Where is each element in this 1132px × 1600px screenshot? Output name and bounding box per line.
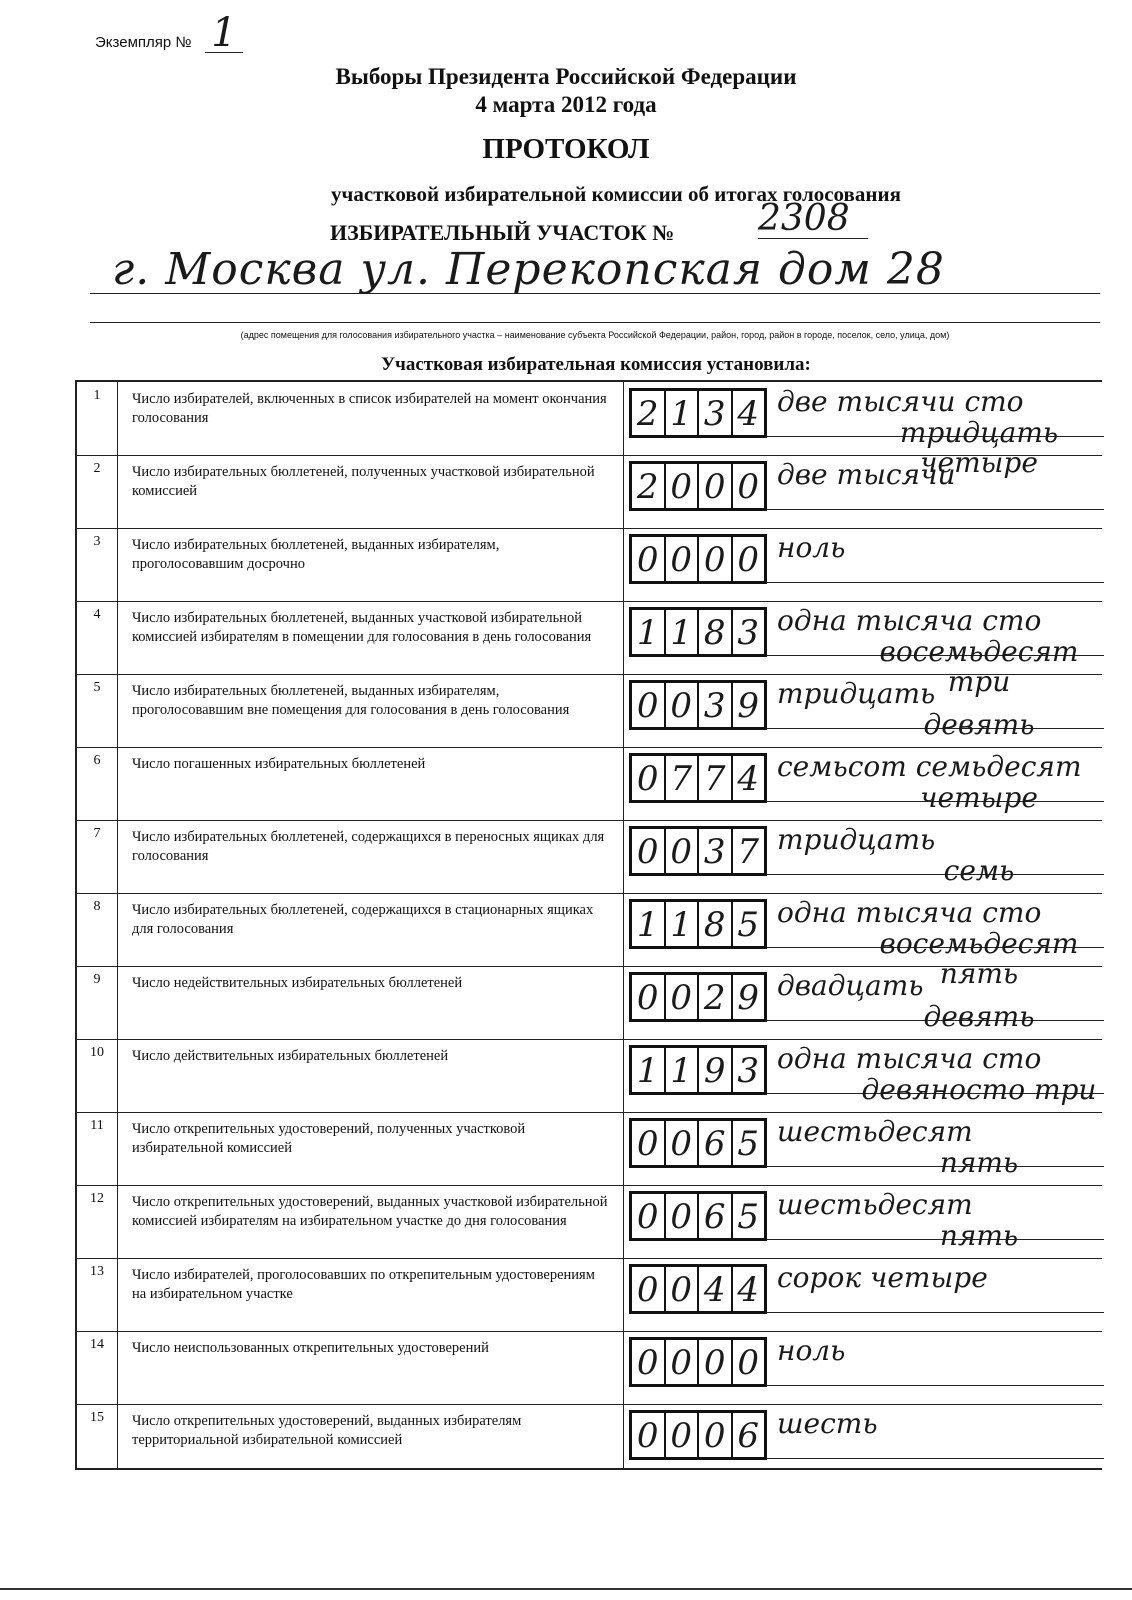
table-row [77,1258,1102,1331]
digit-boxes [629,607,767,657]
table-row [77,1331,1102,1404]
digit-boxes [629,461,767,511]
digit-cell: 0 [632,537,666,581]
digit-cell: 2 [632,464,666,508]
protocol-title: ПРОТОКОЛ [482,133,650,165]
row-description: Число неиспользованных открепительных удостоверений [132,1340,489,1356]
row-list [77,382,1102,1468]
digit-cell: 9 [699,1048,733,1092]
amount-in-words: шестьдесят [777,1188,973,1221]
amount-in-words-cont: четыре [920,781,1038,814]
digit-cell: 8 [699,902,733,946]
table-row [77,528,1102,601]
digit-boxes [629,1264,767,1314]
row-number: 1 [93,388,101,403]
digit-cell: 0 [632,975,666,1019]
row-description: Число избирательных бюллетеней, содержащихся в переносных ящиках для голосования [132,829,605,864]
protocol-subtitle: участковой избирательной комиссии об итогах голосования [331,182,901,206]
address-line [90,322,1100,323]
amount-in-words-cont: тридцать четыре [899,416,1059,479]
row-number: 14 [90,1337,104,1352]
amount-in-words-cont: девять [923,708,1035,741]
digit-cell: 0 [699,464,733,508]
words-underline [767,1385,1104,1386]
amount-in-words: двадцать [777,969,924,1002]
row-description: Число избирательных бюллетеней, выданных избирателям, проголосовавшим вне помещения для голосования в день голосования [132,683,570,718]
digit-cell: 1 [632,1048,666,1092]
digit-cell: 0 [632,1413,666,1457]
digit-cell: 4 [699,1267,733,1311]
digit-cell: 7 [666,756,700,800]
row-description: Число избирательных бюллетеней, полученных участковой избирательной комиссией [132,464,595,499]
digit-cell: 1 [666,610,700,654]
digit-boxes [629,680,767,730]
digit-cell: 5 [737,1124,760,1164]
row-divider [77,893,1102,894]
digit-cell: 0 [666,975,700,1019]
digit-cell: 0 [632,1121,666,1165]
row-number: 3 [93,534,101,549]
amount-in-words: две тысячи сто [777,385,1024,418]
row-divider [77,1185,1102,1186]
digit-boxes [629,534,767,584]
digit-cell: 3 [699,683,733,727]
digit-boxes [629,899,767,949]
digit-cell: 3 [699,391,733,435]
digit-cell: 0 [737,1343,760,1383]
row-divider [77,601,1102,602]
digit-cell: 1 [666,391,700,435]
digit-cell: 4 [737,394,760,434]
row-number: 8 [93,899,101,914]
digit-cell: 8 [699,610,733,654]
amount-in-words: ноль [777,1334,846,1367]
digit-boxes [629,972,767,1022]
digit-cell: 4 [737,759,760,799]
digit-cell: 0 [737,540,760,580]
address-handwritten: г. Москва ул. Перекопская дом 28 [90,242,1100,294]
section-title: Участковая избирательная комиссия установила: [381,354,811,375]
copy-label: Экземпляр № [95,34,192,51]
row-divider [77,455,1102,456]
row-number: 13 [90,1264,104,1279]
digit-cell: 0 [666,1194,700,1238]
digit-cell: 0 [699,1340,733,1384]
digit-cell: 7 [737,832,760,872]
row-description: Число избирателей, проголосовавших по открепительным удостоверениям на избирательном участке [132,1267,595,1302]
digit-cell: 2 [632,391,666,435]
digit-boxes [629,753,767,803]
row-number: 11 [90,1118,104,1133]
row-number: 2 [93,461,101,476]
digit-cell: 7 [699,756,733,800]
digit-cell: 4 [737,1270,760,1310]
digit-boxes [629,1118,767,1168]
digit-cell: 5 [737,905,760,945]
amount-in-words: ноль [777,531,846,564]
address-hint: (адрес помещения для голосования избирательного участка – наименование субъекта Российской Федерации, район, город, район в городе, поселок, село, улица, дом) [240,330,950,340]
digit-cell: 6 [699,1121,733,1165]
digit-cell: 9 [737,978,760,1018]
table-row [77,1404,1102,1468]
row-description: Число открепительных удостоверений, выданных избирателям территориальной избирательной комиссией [132,1413,522,1448]
digit-cell: 3 [699,829,733,873]
table-row [77,674,1102,747]
digit-cell: 3 [737,613,760,653]
digit-boxes [629,388,767,438]
amount-in-words: тридцать [777,677,936,710]
digit-cell: 0 [699,537,733,581]
row-divider [77,1258,1102,1259]
amount-in-words-cont: восемьдесят три [879,635,1079,698]
amount-in-words-cont: пять [939,1219,1019,1252]
amount-in-words: сорок четыре [777,1261,988,1294]
digit-cell: 6 [699,1194,733,1238]
page-edge-line [0,1588,1132,1590]
digit-cell: 0 [666,1413,700,1457]
copy-number: 1 [205,14,243,53]
digit-cell: 0 [666,683,700,727]
digit-cell: 0 [666,829,700,873]
row-description: Число открепительных удостоверений, выданных участковой избирательной комиссией избирателям на избирательном участке до дня голосования [132,1194,608,1229]
table-row [77,820,1102,893]
digit-boxes [629,826,767,876]
election-title: Выборы Президента Российской Федерации [335,64,797,89]
digit-cell: 6 [737,1416,760,1456]
amount-in-words: шестьдесят [777,1115,973,1148]
digit-cell: 5 [737,1197,760,1237]
row-divider [77,1112,1102,1113]
row-divider [77,674,1102,675]
row-divider [77,966,1102,967]
amount-in-words: одна тысяча сто [777,604,1042,637]
words-underline [767,582,1104,583]
row-description: Число избирательных бюллетеней, выданных участковой избирательной комиссией избирателям в помещении для голосования в день голосования [132,610,592,645]
digit-boxes [629,1410,767,1460]
amount-in-words: шесть [777,1407,878,1440]
digit-cell: 0 [666,1340,700,1384]
row-divider [77,1404,1102,1405]
digit-cell: 0 [666,537,700,581]
digit-cell: 1 [666,902,700,946]
digit-cell: 1 [632,902,666,946]
row-number: 10 [90,1045,104,1060]
row-number: 6 [93,753,101,768]
row-number: 15 [90,1410,104,1425]
digit-cell: 0 [699,1413,733,1457]
row-divider [77,1039,1102,1040]
digit-cell: 0 [632,1267,666,1311]
station-number: 2308 [758,196,868,239]
digit-cell: 1 [666,1048,700,1092]
amount-in-words: одна тысяча сто [777,1042,1042,1075]
words-underline [767,1458,1104,1459]
row-number: 4 [93,607,101,622]
row-number: 12 [90,1191,104,1206]
amount-in-words: семьсот семьдесят [777,750,1082,783]
amount-in-words-cont: восемьдесят пять [879,927,1079,990]
amount-in-words: одна тысяча сто [777,896,1042,929]
row-description: Число избирательных бюллетеней, содержащихся в стационарных ящиках для голосования [132,902,594,937]
table-row [77,455,1102,528]
amount-in-words-cont: пять [939,1146,1019,1179]
digit-cell: 1 [632,610,666,654]
digit-cell: 0 [632,683,666,727]
digit-cell: 0 [666,1267,700,1311]
election-date: 4 марта 2012 года [475,92,657,117]
row-description: Число действительных избирательных бюллетеней [132,1048,449,1064]
table-row [77,966,1102,1039]
table-row [77,382,1102,479]
row-number: 9 [93,972,101,987]
amount-in-words-cont: девять [923,1000,1035,1033]
row-divider [77,747,1102,748]
table-row [77,1039,1102,1112]
amount-in-words: тридцать [777,823,936,856]
row-number: 5 [93,680,101,695]
digit-cell: 0 [737,467,760,507]
row-description: Число погашенных избирательных бюллетеней [132,756,426,772]
digit-cell: 0 [632,829,666,873]
amount-in-words-cont: семь [943,854,1015,887]
row-description: Число недействительных избирательных бюллетеней [132,975,463,991]
digit-cell: 0 [632,756,666,800]
digit-cell: 0 [632,1194,666,1238]
table-row [77,1112,1102,1185]
row-number: 7 [93,826,101,841]
row-divider [77,1331,1102,1332]
table-row [77,747,1102,820]
digit-cell: 9 [737,686,760,726]
row-description: Число открепительных удостоверений, полученных участковой избирательной комиссией [132,1121,526,1156]
digit-boxes [629,1045,767,1095]
amount-in-words-cont: девяносто три [861,1073,1097,1106]
row-description: Число избирателей, включенных в список избирателей на момент окончания голосования [132,391,607,426]
words-underline [767,1312,1104,1313]
station-label: ИЗБИРАТЕЛЬНЫЙ УЧАСТОК № [330,220,675,245]
results-table [75,380,1102,1470]
words-underline [767,509,1104,510]
digit-cell: 3 [737,1051,760,1091]
digit-cell: 0 [666,464,700,508]
table-row [77,1185,1102,1258]
row-description: Число избирательных бюллетеней, выданных избирателям, проголосовавшим досрочно [132,537,500,572]
digit-cell: 2 [699,975,733,1019]
row-divider [77,820,1102,821]
amount-in-words: две тысячи [777,458,956,491]
row-divider [77,528,1102,529]
digit-cell: 0 [666,1121,700,1165]
digit-boxes [629,1191,767,1241]
digit-boxes [629,1337,767,1387]
digit-cell: 0 [632,1340,666,1384]
